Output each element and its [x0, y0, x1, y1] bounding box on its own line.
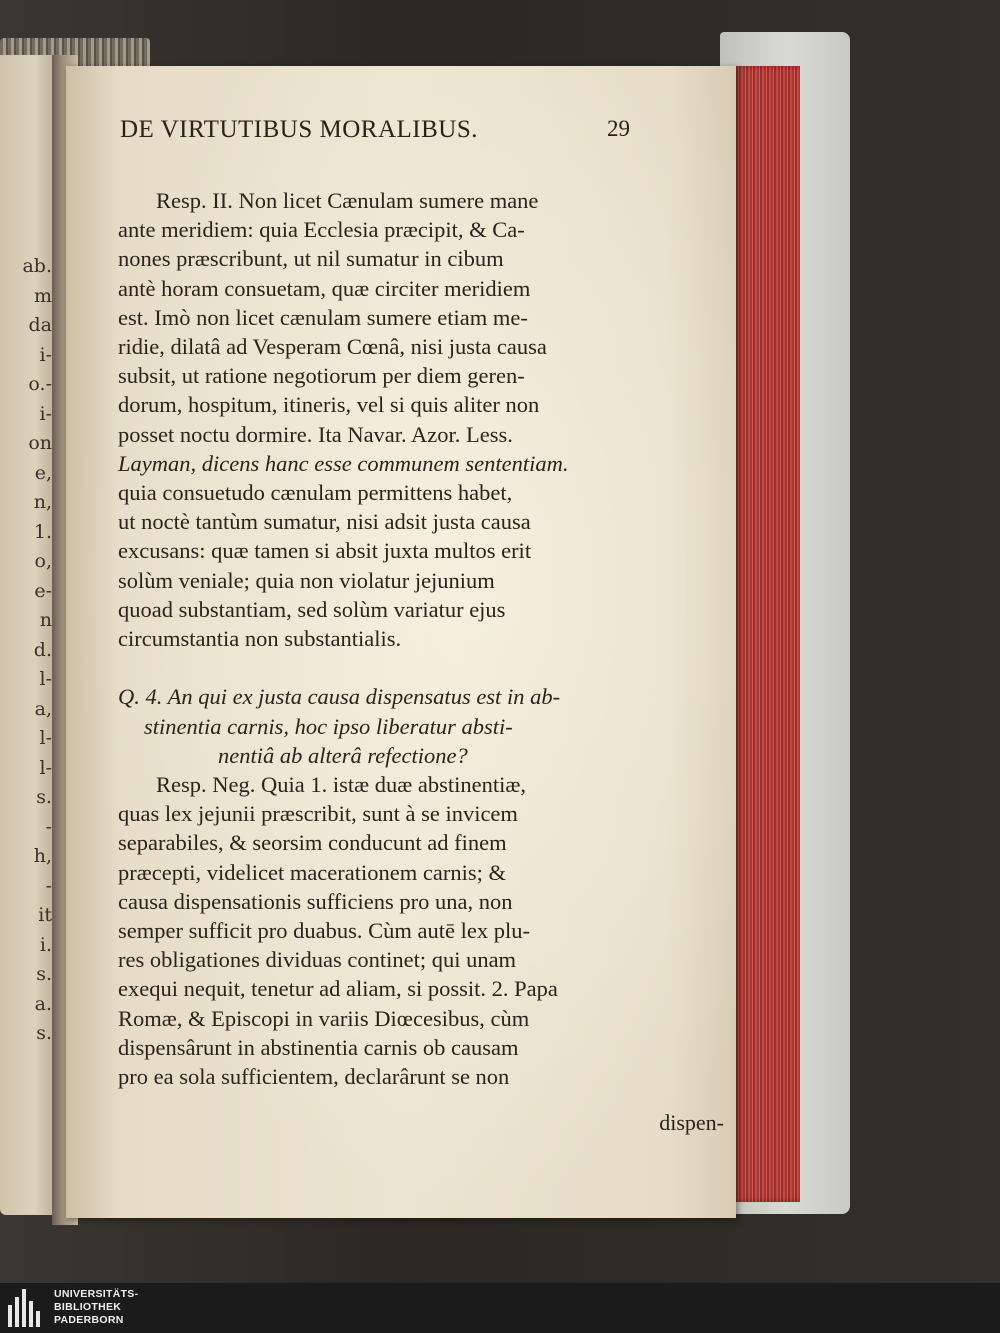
- text-line: Resp. II. Non licet Cænulam sumere mane: [156, 188, 539, 213]
- text-line: quas lex jejunii præscribit, sunt à se invicem: [118, 801, 518, 827]
- left-page-fragment: l-: [39, 668, 52, 690]
- left-page-fragment: -: [45, 815, 52, 838]
- left-page-fragment: e,: [34, 461, 52, 484]
- text-line: nones præscribunt, ut nil sumatur in cibum: [118, 246, 504, 272]
- left-page-fragment: l-: [39, 727, 52, 749]
- library-footer-bar: [0, 1283, 1000, 1333]
- left-page-fragment: h,: [33, 845, 52, 867]
- running-head-title: DE VIRTUTIBUS MORALIBUS.: [120, 116, 478, 143]
- text-line: stinentia carnis, hoc ipso liberatur absti-: [144, 713, 513, 739]
- red-page-edges: [732, 66, 800, 1202]
- text-line: pro ea sola sufficientem, declarârunt se non: [118, 1064, 510, 1089]
- text-line: causa dispensationis sufficiens pro una, non: [118, 888, 513, 914]
- text-line: quia consuetudo cænulam permittens habet,: [118, 480, 513, 505]
- book-page: [66, 66, 736, 1218]
- text-line: Q. 4. An qui ex justa causa dispensatus est in ab-: [118, 684, 561, 710]
- left-page-fragment: l-: [39, 756, 52, 779]
- text-line: circumstantia non substantialis.: [118, 626, 402, 651]
- text-line: dispensârunt in abstinentia carnis ob causam: [118, 1034, 519, 1060]
- text-line: est. Imò non licet cænulam sumere etiam me-: [118, 304, 528, 330]
- text-line: Layman, dicens hanc esse communem sententiam.: [118, 450, 569, 476]
- text-line: dorum, hospitum, itineris, vel si quis aliter non: [118, 392, 540, 418]
- page-number: 29: [607, 116, 630, 141]
- running-head: [120, 116, 630, 150]
- text-line: Romæ, & Episcopi in variis Diœcesibus, cùm: [118, 1005, 530, 1031]
- logo-line: PADERBORN: [54, 1314, 124, 1326]
- left-page-fragment: n: [39, 609, 52, 631]
- left-page-fragment: 1.: [33, 520, 52, 543]
- catchword: dispen-: [659, 1110, 724, 1135]
- left-page-fragment: a,: [34, 697, 52, 720]
- text-line: exequi nequit, tenetur ad aliam, si possit. 2. Papa: [118, 976, 558, 1002]
- left-page-fragment: it: [38, 904, 52, 926]
- text-line: posset noctu dormire. Ita Navar. Azor. Less.: [118, 421, 513, 447]
- logo-line: BIBLIOTHEK: [54, 1301, 122, 1313]
- text-line: res obligationes dividuas continet; qui unam: [118, 947, 517, 973]
- left-page-fragment: i-: [39, 343, 52, 366]
- text-line: ridie, dilatâ ad Vesperam Cœnâ, nisi justa causa: [118, 334, 547, 359]
- text-line: solùm veniale; quia non violatur jejunium: [118, 567, 495, 593]
- text-line: subsit, ut ratione negotiorum per diem geren-: [118, 363, 525, 389]
- library-logo-icon: [8, 1289, 44, 1327]
- left-page-fragment: d.: [33, 638, 52, 661]
- left-page-fragment: i.: [39, 933, 52, 956]
- left-page-fragment: s.: [36, 1022, 52, 1044]
- left-page-fragment: s.: [36, 786, 52, 808]
- left-page-fragment: s.: [36, 963, 52, 985]
- text-line: quoad substantiam, sed solùm variatur ejus: [118, 596, 506, 622]
- text-line: antè horam consuetam, quæ circiter meridiem: [118, 275, 531, 301]
- logo-line: UNIVERSITÄTS-: [54, 1288, 139, 1300]
- left-page-fragment: a.: [34, 992, 52, 1015]
- left-page-fragment: o.-: [28, 373, 52, 395]
- left-page-fragment: m: [33, 284, 52, 307]
- left-page-fragment: o,: [34, 550, 52, 572]
- left-page-fragment: -: [45, 874, 52, 897]
- left-page-fragment: on: [28, 432, 52, 454]
- left-page-fragment: i-: [39, 402, 52, 425]
- text-line: Resp. Neg. Quia 1. istæ duæ abstinentiæ,: [156, 772, 526, 797]
- text-line: separabiles, & seorsim conducunt ad finem: [118, 830, 507, 856]
- left-page-fragment: da: [28, 314, 52, 336]
- text-line: excusans: quæ tamen si absit juxta multos erit: [118, 538, 532, 564]
- text-line: præcepti, videlicet macerationem carnis; &: [118, 859, 506, 885]
- library-logo-text: [54, 1288, 138, 1327]
- text-line: ante meridiem: quia Ecclesia præcipit, & Ca-: [118, 217, 525, 243]
- text-line: ut noctè tantùm sumatur, nisi adsit justa causa: [118, 509, 531, 535]
- facing-left-page: [0, 55, 58, 1215]
- left-page-fragment: e-: [34, 579, 52, 602]
- text-line: nentiâ ab alterâ refectione?: [218, 742, 468, 768]
- text-line: semper sufficit pro duabus. Cùm autē lex plu-: [118, 918, 530, 943]
- left-page-fragment: ab.: [22, 255, 52, 277]
- left-page-fragment: n,: [33, 491, 52, 513]
